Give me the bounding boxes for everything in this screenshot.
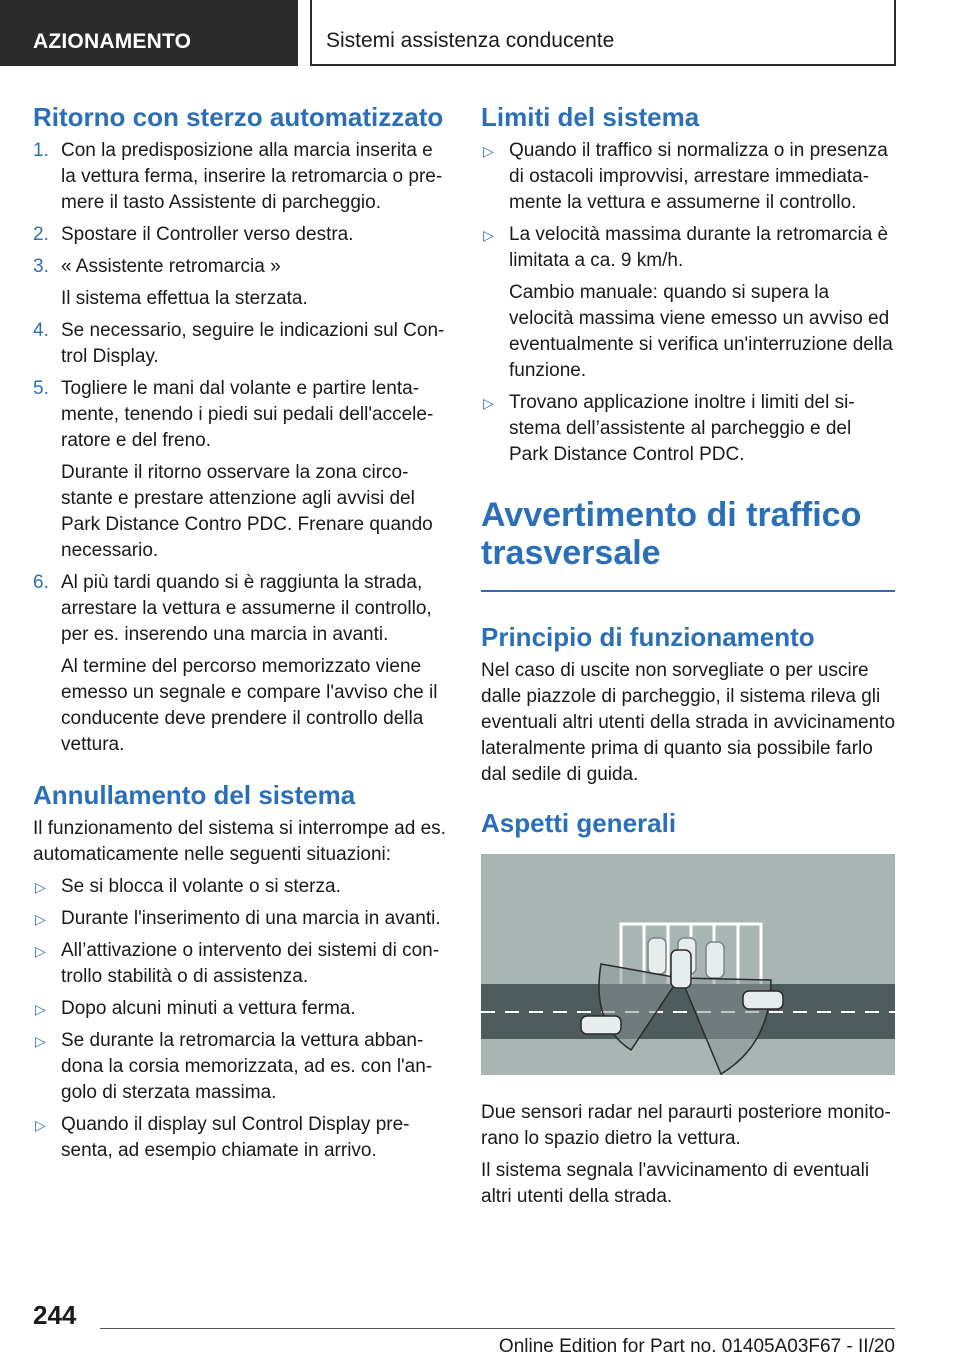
triangle-bullet-icon: ▷ (35, 1033, 46, 1049)
step-number: 2. (33, 224, 49, 245)
bullet-item (481, 222, 895, 384)
chapter-tab (310, 0, 896, 66)
bullet-text: Se si blocca il volante o si sterza. (61, 876, 341, 897)
triangle-bullet-icon: ▷ (35, 879, 46, 895)
step-text: Al termine del percorso memorizzato viene emesso un segnale e compare l'avviso che il conducente deve prendere il controllo della vettura. (61, 656, 438, 755)
page-header (0, 0, 960, 66)
triangle-bullet-icon: ▷ (35, 1001, 46, 1017)
bullet-item (481, 138, 895, 216)
bullet-item (33, 1028, 447, 1106)
bullet-item (33, 1112, 447, 1164)
bullet-text: Dopo alcuni minuti a vettura ferma. (61, 998, 356, 1019)
bullet-item (33, 996, 447, 1022)
reversing-car (671, 950, 691, 988)
step-item (33, 138, 447, 216)
edition-note: Online Edition for Part no. 01405A03F67 - II/20 (498, 1336, 895, 1357)
bullet-item (33, 874, 447, 900)
heading-aspetti: Aspetti generali (481, 808, 677, 838)
step-item (33, 376, 447, 564)
step-number: 6. (33, 572, 49, 593)
triangle-bullet-icon: ▷ (483, 143, 494, 159)
step-text: Durante il ritorno osservare la zona circostante e prestare attenzione agli avvisi del Park Distance Contro PDC. Frenare quando necessario. (61, 462, 433, 561)
section-tab (0, 0, 298, 66)
step-text: Se necessario, seguire le indicazioni sul Control Display. (61, 320, 445, 367)
approaching-car-right (743, 991, 783, 1009)
left-column (33, 100, 447, 1170)
step-number: 4. (33, 320, 49, 341)
step-number: 3. (33, 256, 49, 277)
triangle-bullet-icon: ▷ (35, 911, 46, 927)
triangle-bullet-icon: ▷ (35, 943, 46, 959)
triangle-bullet-icon: ▷ (483, 395, 494, 411)
heading-annullamento: Annullamento del sistema (33, 780, 356, 810)
heading-limiti: Limiti del sistema (481, 102, 700, 132)
step-text: Al più tardi quando si è raggiunta la strada, arrestare la vettura e assumerne il controllo, per es. inserendo una marcia in avanti. (61, 572, 432, 645)
step-text: Spostare il Controller verso destra. (61, 224, 354, 245)
step-item (33, 222, 447, 248)
step-text: Con la predisposizione alla marcia inserita e la vettura ferma, inserire la retromarcia o premere il tasto Assistente di parcheggio. (61, 140, 443, 213)
step-text: Togliere le mani dal volante e partire lentamente, tenendo i piedi sui pedali dell'acceleratore e del freno. (61, 378, 434, 451)
triangle-bullet-icon: ▷ (483, 227, 494, 243)
right-column (481, 100, 895, 1216)
annull-intro: Il funzionamento del sistema si interrompe ad es. automaticamente nelle seguenti situazioni: (33, 818, 446, 865)
aspetti-text-1: Due sensori radar nel paraurti posteriore monitorano lo spazio dietro la vettura. (481, 1102, 891, 1149)
heading-avvertimento-line2: trasversale (481, 534, 661, 572)
step-number: 1. (33, 140, 49, 161)
bullet-text: Durante l'inserimento di una marcia in avanti. (61, 908, 441, 929)
annull-list (33, 874, 447, 1164)
bullet-text: Quando il traffico si normalizza o in presenza di ostacoli improvvisi, arrestare immediatamente la vettura e assumerne il controllo. (509, 140, 888, 213)
bullet-text: Trovano applicazione inoltre i limiti del sistema dell’assistente al parcheggio e del Park Distance Control PDC. (509, 392, 855, 465)
step-text: Il sistema effettua la sterzata. (61, 288, 308, 309)
heading-avvertimento-line1: Avvertimento di traffico (481, 496, 862, 534)
steps-list (33, 138, 447, 758)
limiti-list (481, 138, 895, 468)
bullet-item (33, 906, 447, 932)
heading-ritorno: Ritorno con sterzo automatizzato (33, 102, 444, 132)
bullet-text: La velocità massima durante la retromarcia è limitata a ca. 9 km/h. (509, 224, 889, 271)
principio-text: Nel caso di uscite non sorvegliate o per uscire dalle piazzole di parcheggio, il sistema rileva gli eventuali altri utenti della strada in avvicinamento lateralmente prima di quanto sia possibile farlo dal sedile di guida. (481, 660, 896, 785)
main-heading-block (481, 496, 895, 572)
section-title: AZIONAMENTO (33, 30, 192, 53)
triangle-bullet-icon: ▷ (35, 1117, 46, 1133)
heading-rule (481, 590, 895, 592)
heading-principio: Principio di funzionamento (481, 622, 815, 652)
step-item (33, 318, 447, 370)
bullet-text: All’attivazione o intervento dei sistemi di controllo stabilità o di assistenza. (61, 940, 440, 987)
step-item (33, 254, 447, 312)
cross-traffic-illustration (481, 854, 895, 1075)
bullet-text: Quando il display sul Control Display presenta, ad esempio chiamate in arrivo. (61, 1114, 410, 1161)
bullet-text: Se durante la retromarcia la vettura abbandona la corsia memorizzata, ad es. con l'angolo di sterzata massima. (61, 1030, 433, 1103)
chapter-title: Sistemi assistenza conducente (326, 29, 615, 52)
step-number: 5. (33, 378, 49, 399)
page-number: 244 (33, 1300, 77, 1330)
bullet-item (33, 938, 447, 990)
approaching-car-left (581, 1016, 621, 1034)
step-item (33, 570, 447, 758)
bullet-item (481, 390, 895, 468)
footer-rule (100, 1328, 895, 1329)
aspetti-text-2: Il sistema segnala l'avvicinamento di eventuali altri utenti della strada. (481, 1160, 870, 1207)
step-text: « Assistente retromarcia » (61, 256, 281, 277)
bullet-text: Cambio manuale: quando si supera la velocità massima viene emesso un avviso ed eventualmente si verifica un'interruzione della funzione. (509, 282, 893, 381)
